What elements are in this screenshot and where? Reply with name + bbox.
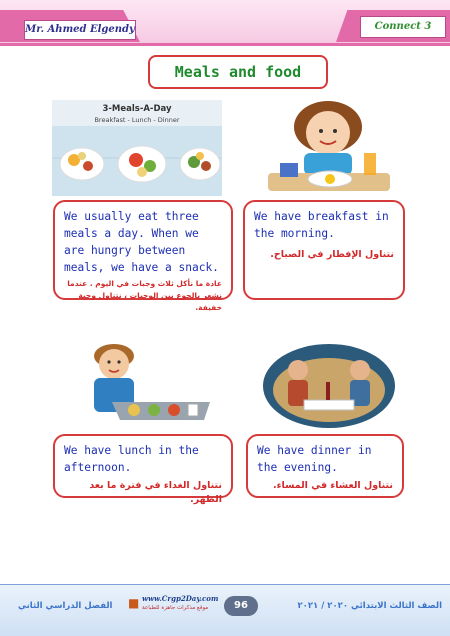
- card-lunch: [53, 434, 233, 505]
- teacher-name: Mr. Ahmed Elgendy: [24, 20, 136, 40]
- book-title: Connect 3: [360, 16, 446, 38]
- site-tagline: موقع مذكرات جاهزة للطباعة: [142, 605, 209, 611]
- card-meals-english: We usually eat three meals a day. When we are hungry between meals, we have a snack.: [64, 210, 219, 274]
- site-url: www.Crgp2Day.com: [142, 594, 219, 603]
- footer-term: الفصل الدراسي الثاني: [18, 601, 113, 611]
- page-number: 96: [224, 596, 258, 616]
- card-lunch-english: We have lunch in the afternoon.: [64, 444, 199, 474]
- lunch-boy-illustration: [72, 340, 214, 430]
- site-logo: [128, 592, 220, 618]
- page-title: Meals and food: [148, 55, 328, 89]
- card-breakfast: [243, 200, 405, 300]
- card-dinner-arabic: نتناول العشاء في المساء.: [273, 480, 393, 491]
- card-lunch-arabic: نتناول الغداء في فترة ما بعد الظهر.: [89, 480, 222, 505]
- meal-plates-drawing: [52, 100, 222, 196]
- header-divider: [0, 43, 450, 46]
- card-breakfast-english: We have breakfast in the morning.: [254, 210, 389, 240]
- card-dinner-english: We have dinner in the evening.: [257, 444, 372, 474]
- breakfast-drawing: [258, 97, 400, 197]
- book-icon: ■: [128, 596, 140, 610]
- card-dinner: [246, 434, 404, 498]
- illustration-title: 3-Meals-A-Day: [102, 104, 172, 114]
- card-breakfast-arabic: نتناول الإفطار في الصباح.: [270, 249, 394, 260]
- card-meals-arabic: عادة ما نأكل ثلاث وجبات في اليوم . عندما نشعر بالجوع بين الوجبات ، نتناول وجبة خفيفة.: [67, 279, 222, 312]
- card-meals: [53, 200, 233, 312]
- dinner-drawing: [260, 340, 398, 430]
- lunch-drawing: [72, 340, 214, 430]
- dinner-couple-illustration: [260, 340, 398, 430]
- footer-grade: الصف الثالث الابتدائي ٢٠٢٠ / ٢٠٢١: [297, 601, 442, 611]
- breakfast-girl-illustration: [258, 97, 400, 197]
- illustration-subtitle: Breakfast - Lunch - Dinner: [94, 116, 180, 124]
- three-meals-illustration: [52, 100, 222, 196]
